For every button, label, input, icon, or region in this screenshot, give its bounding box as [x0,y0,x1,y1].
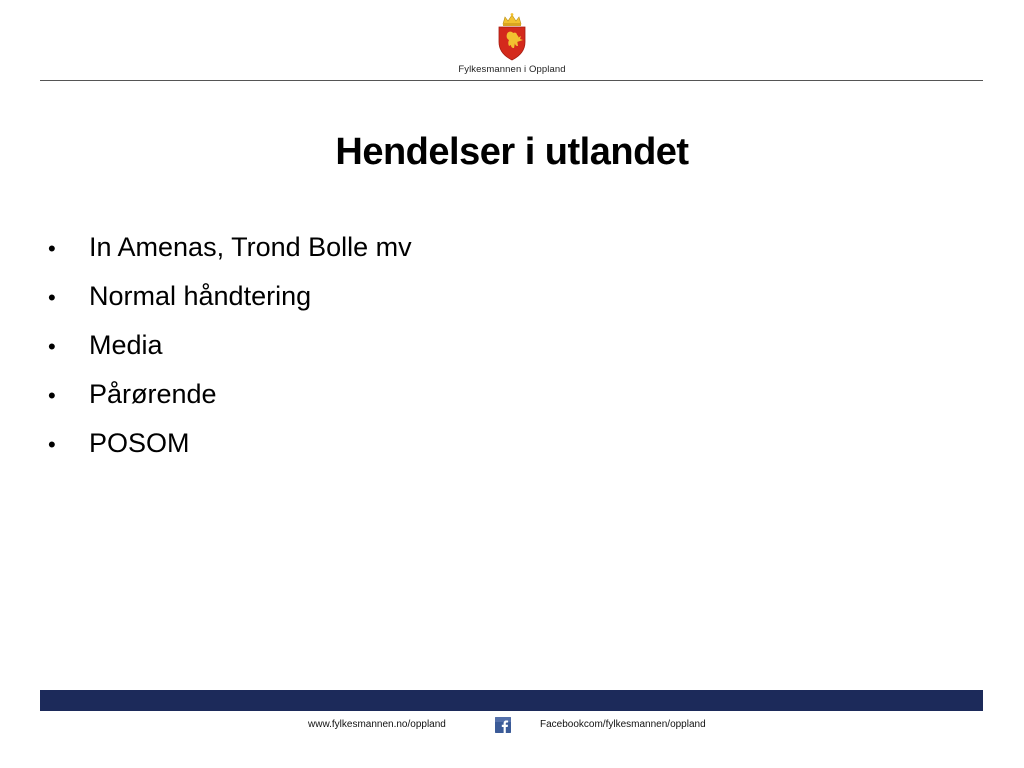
slide-title: Hendelser i utlandet [335,131,689,173]
bullet-text: Media [89,330,163,360]
organization-name: Fylkesmannen i Oppland [458,64,566,75]
list-item [48,224,412,273]
footer-band [40,690,983,711]
bullet-marker: • [48,285,56,310]
header-divider [40,80,983,81]
bullet-text: POSOM [89,428,190,458]
norwegian-coat-of-arms-icon [495,12,529,62]
website-link[interactable]: www.fylkesmannen.no/oppland [308,719,446,730]
bullet-text: Pårørende [89,379,217,409]
bullet-marker: • [48,236,56,261]
bullet-text: In Amenas, Trond Bolle mv [89,232,412,262]
bullet-marker: • [48,383,56,408]
list-item [48,420,412,469]
slide-footer [0,716,1024,736]
bullet-marker: • [48,432,56,457]
bullet-marker: • [48,334,56,359]
bullet-text: Normal håndtering [89,281,312,311]
facebook-link[interactable]: Facebookcom/fylkesmannen/oppland [540,719,706,730]
facebook-icon[interactable] [495,717,511,733]
list-item [48,322,412,371]
bullet-list [48,224,412,469]
list-item [48,273,412,322]
list-item [48,371,412,420]
slide-header [0,0,1024,84]
